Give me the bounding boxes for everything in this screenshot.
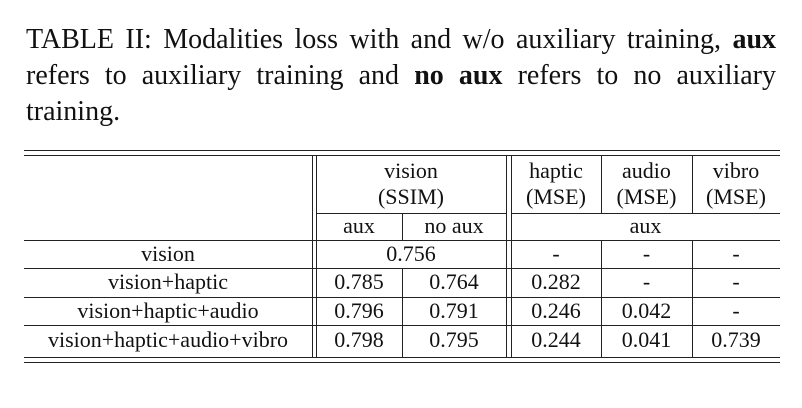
caption-mid: refers to auxiliary training and (26, 60, 400, 91)
header-haptic: haptic (529, 158, 583, 183)
subheader-aux: aux (343, 213, 375, 238)
haptic-value: 0.244 (531, 327, 581, 352)
header-vision-metric: (SSIM) (377, 184, 444, 209)
bottom-rule-2 (24, 362, 780, 363)
subheader-right-aux: aux (629, 213, 662, 238)
header-audio-metric: (MSE) (616, 184, 677, 209)
top-rule-1 (24, 150, 780, 151)
aux-value: 0.785 (334, 269, 384, 294)
no-aux-value: 0.764 (429, 269, 479, 294)
row-label: vision+haptic+audio+vibro (47, 327, 289, 352)
vibro-value: - (732, 298, 740, 323)
aux-value: 0.798 (334, 327, 384, 352)
haptic-value: 0.282 (531, 269, 581, 294)
no-aux-value: 0.795 (429, 327, 479, 352)
haptic-value: - (552, 241, 560, 266)
caption-aux-term: aux (732, 24, 777, 55)
header-vibro-metric: (MSE) (706, 184, 766, 209)
audio-value: - (642, 241, 651, 266)
top-rule-2 (24, 155, 780, 156)
no-aux-value: 0.791 (429, 298, 479, 323)
vision-merged-value: 0.756 (386, 241, 436, 266)
caption-noaux-term: no aux (414, 60, 503, 91)
divider-label-1 (312, 155, 313, 357)
header-haptic-metric: (MSE) (526, 184, 586, 209)
bottom-rule-1 (24, 357, 780, 358)
haptic-value: 0.246 (531, 298, 581, 323)
vibro-value: 0.739 (711, 327, 761, 352)
table-caption (26, 22, 776, 130)
vibro-value: - (732, 241, 740, 266)
row-label: vision+haptic+audio (77, 298, 259, 323)
subheader-no-aux: no aux (424, 213, 484, 238)
vibro-value: - (732, 269, 740, 294)
header-vision: vision (384, 158, 438, 183)
row-label: vision (141, 241, 195, 266)
audio-value: 0.041 (621, 327, 672, 352)
aux-value: 0.796 (334, 298, 384, 323)
header-audio: audio (622, 158, 671, 183)
row-label: vision+haptic (108, 269, 228, 294)
header-vibro: vibro (712, 158, 760, 183)
audio-value: - (642, 269, 651, 294)
audio-value: 0.042 (621, 298, 672, 323)
caption-tail: refers to no auxiliary training. (26, 60, 777, 127)
divider-vision-1 (506, 155, 507, 357)
caption-lead: TABLE II: Modalities loss with and w/o auxiliary training, (26, 24, 721, 55)
